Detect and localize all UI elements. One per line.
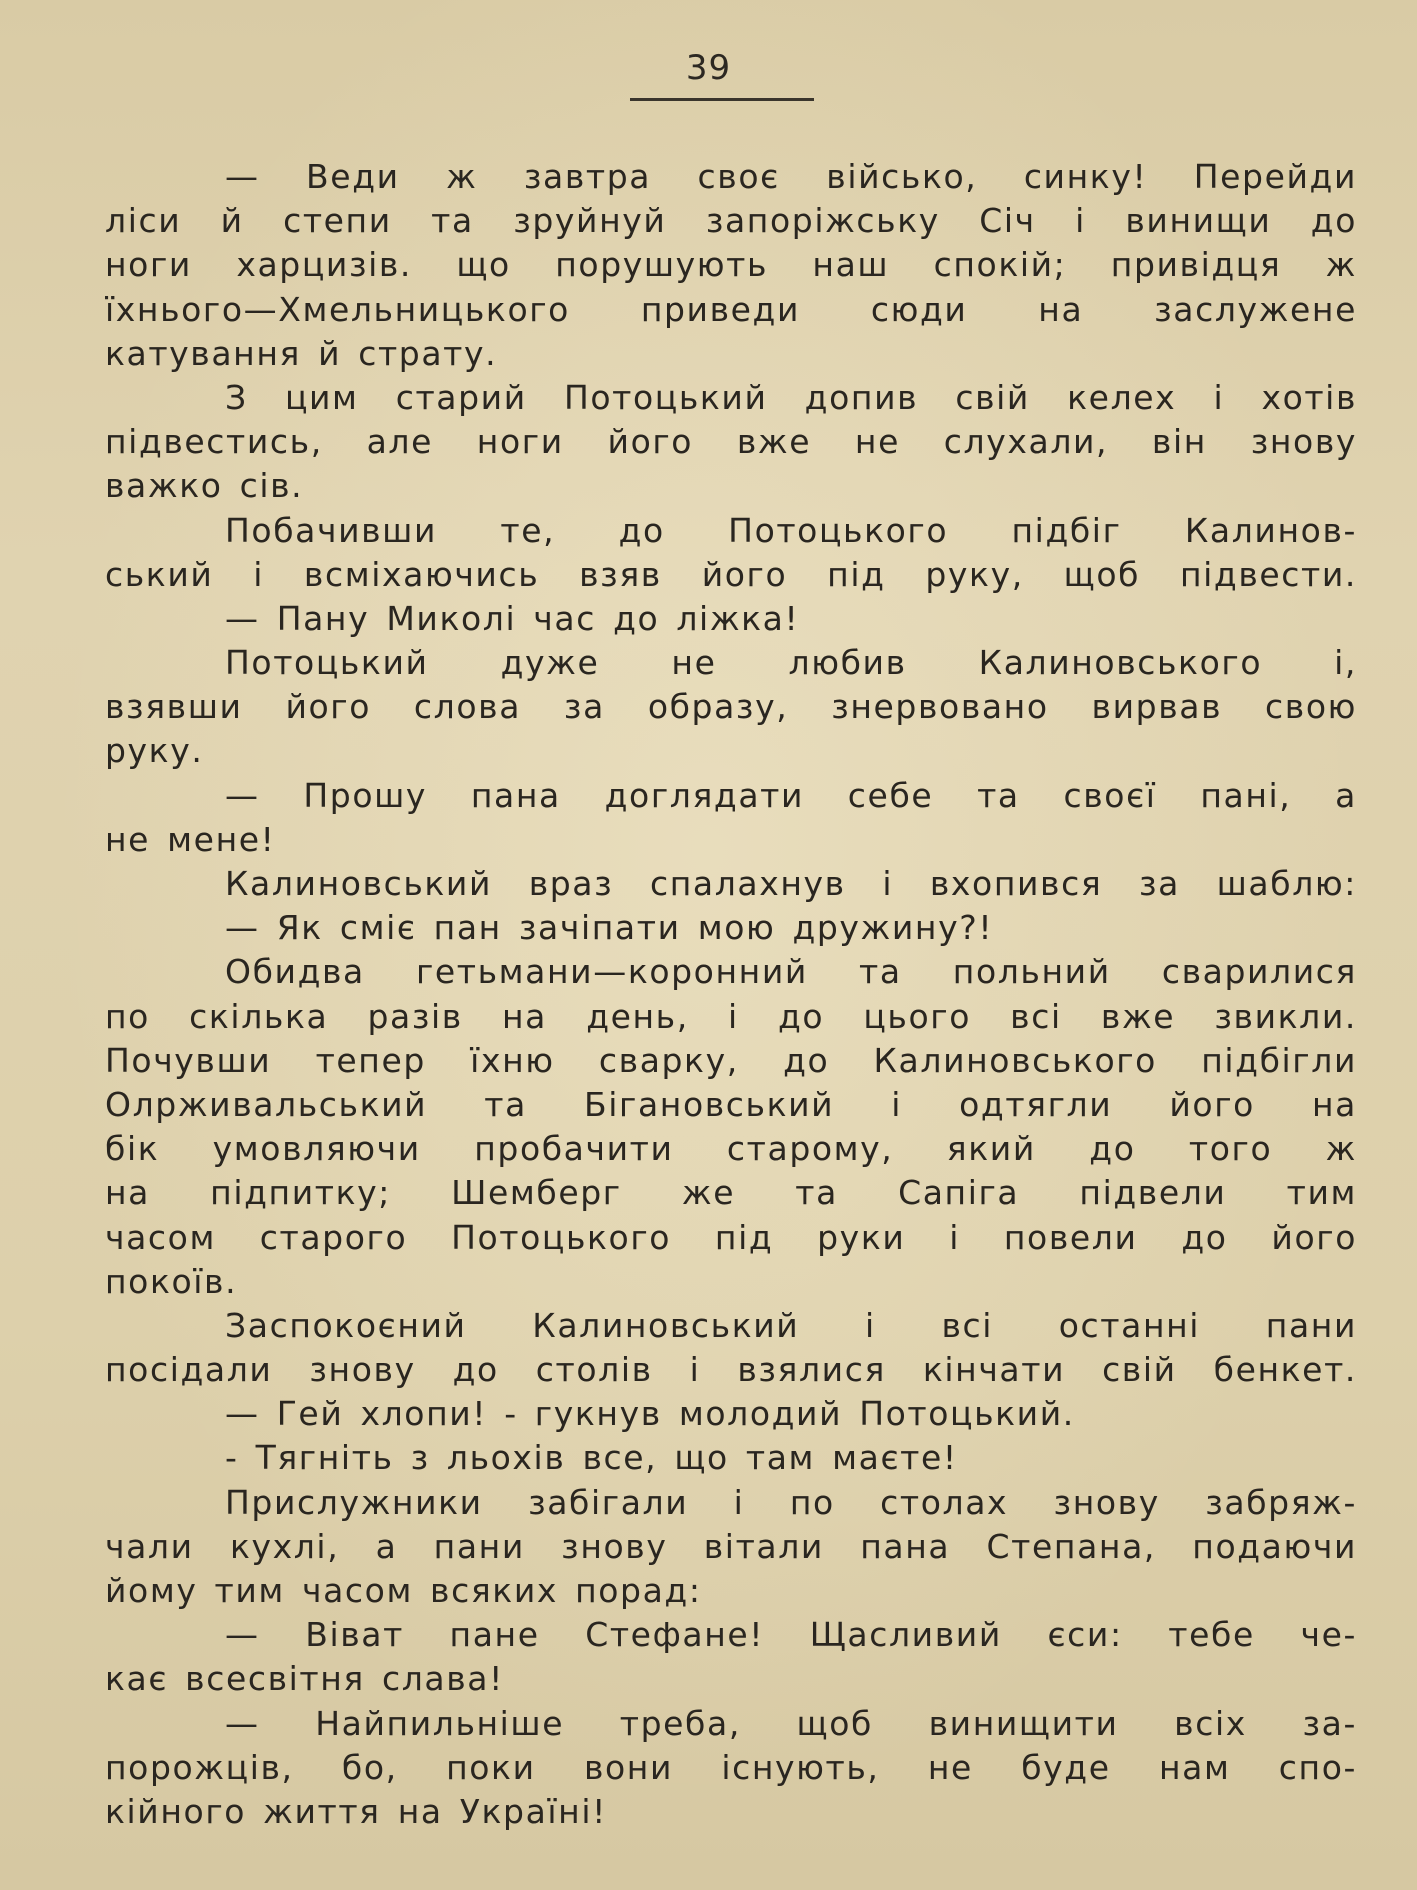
text-line: Калиновський враз спалахнув і вхопився за шаблю: — [225, 864, 1357, 903]
text-line: — Веди ж завтра своє військо, синку! Перейди — [225, 157, 1357, 196]
text-line: Потоцький дуже не любив Калиновського і, — [225, 643, 1357, 683]
text-line: чали кухлі, а пани знову вітали пана Степана, подаючи — [105, 1526, 1357, 1566]
text-line: Почувши тепер їхню сварку, до Калиновського підбігли — [105, 1040, 1357, 1080]
text-line: часом старого Потоцького під руки і повели до його — [105, 1217, 1357, 1257]
text-line: — Найпильніше треба, щоб винищити всіх за- — [225, 1703, 1357, 1743]
header-rule — [630, 98, 814, 101]
text-line: по скілька разів на день, і до цього всі вже звикли. — [105, 996, 1357, 1036]
text-line: бік умовляючи пробачити старому, який до того ж — [105, 1129, 1357, 1169]
text-line: взявши його слова за образу, знервовано вирвав свою — [105, 687, 1357, 727]
text-line: важко сів. — [105, 466, 304, 506]
text-line: Побачивши те, до Потоцького підбіг Калинов- — [225, 510, 1357, 550]
text-line: Заспокоєний Калиновський і всі останні пани — [225, 1305, 1357, 1345]
page-header — [0, 48, 1417, 88]
text-line: — Гей хлопи! - гукнув молодий Потоцький. — [225, 1394, 1075, 1434]
text-line: посідали знову до столів і взялися кінчати свій бенкет. — [105, 1350, 1357, 1390]
text-line: Обидва гетьмани—коронний та польний сварилися — [225, 952, 1357, 992]
text-line: катування й страту. — [105, 333, 498, 373]
text-line: покоїв. — [105, 1261, 238, 1301]
text-line: Олрживальський та Біганoвський і одтягли його на — [105, 1084, 1357, 1124]
text-line: ський і всміхаючись взяв його під руку, щоб підвести. — [105, 554, 1357, 594]
text-line: Прислужники забігали і по столах знову забряж- — [225, 1482, 1357, 1522]
text-line: порожців, бо, поки вони існують, не буде нам спо- — [105, 1747, 1357, 1787]
body-text — [105, 155, 1357, 1834]
text-line: на підпитку; Шемберг же та Сапіга підвели тим — [105, 1173, 1357, 1213]
text-line: — Прошу пана доглядати себе та своєї пані, а — [225, 775, 1357, 815]
text-line: — Пану Миколі час до ліжка! — [225, 598, 800, 638]
text-line: — Як сміє пан зачіпати мою дружину?! — [225, 908, 994, 948]
text-line: руку. — [105, 731, 204, 771]
text-line: — Віват пане Стефане! Щасливий єси: тебе че- — [225, 1615, 1357, 1655]
text-line: ліси й степи та зруйнуй запоріжську Січ і винищи до — [105, 201, 1357, 241]
text-line: - Тягніть з льохів все, що там маєте! — [225, 1438, 958, 1478]
page-number: 39 — [685, 48, 732, 88]
text-line: їхнього—Хмельницького приведи сюди на заслужене — [105, 289, 1357, 329]
text-line: йому тим часом всяких порад: — [105, 1571, 702, 1610]
text-line: ноги харцизів. що порушують наш спокій; привідця ж — [105, 245, 1357, 285]
text-line: не мене! — [105, 819, 276, 859]
text-line: кійного життя на Україні! — [105, 1791, 607, 1831]
text-line: кає всесвітня слава! — [105, 1659, 504, 1699]
text-line: З цим старий Потоцький допив свій келех і хотів — [225, 377, 1357, 417]
text-line: підвестись, але ноги його вже не слухали, він знову — [105, 422, 1357, 462]
